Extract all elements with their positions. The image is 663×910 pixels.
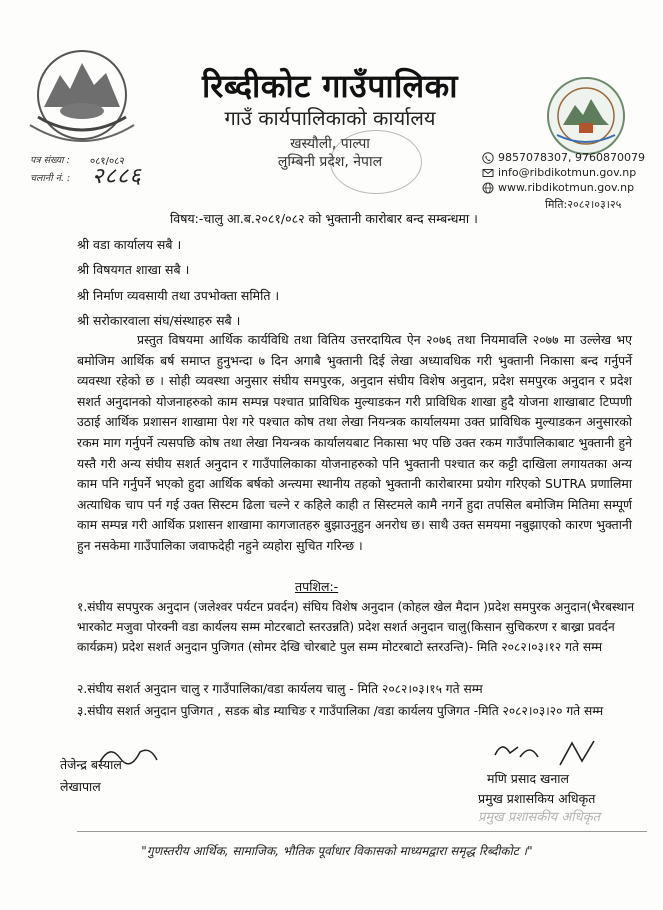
cao-name: मणि प्रसाद खनाल bbox=[487, 771, 570, 786]
footer-divider bbox=[77, 831, 647, 832]
recipient-line: श्री निर्माण व्यवसायी तथा उपभोक्ता समिति । bbox=[77, 288, 280, 303]
letter-body: प्रस्तुत विषयमा आर्थिक कार्यविधि तथा वितिय उत्तरदायित्व ऐन २०७६ तथा नियमावलि २०७७ मा उल्लेख भए बमोजिम आर्थिक बर्ष समाप्त हुनुभन्दा ७ दिन अगाबै भुक्तानी दिई लेखा अध्यावधिक गरी भुक्तानी निकासा बन्द गर्नुपर्ने व्यवस्था रहेको छ । सोही व्यवस्था अनुसार संघीय समपुरक, अनुदान संघीय विशेष अनुदान, प्रदेश समपुरक अनुदान र प्रदेश सशर्त अनुदानको योजनाहरुको काम सम्पन्न पश्चात प्राविधिक मुल्याडकन गरी प्राविधिक शाखा हुदै योजना शाखाबाट टिप्पणी उठाई आर्थिक प्रशासन शाखामा पेश गरे पश्चात कोष तथा लेखा नियन्त्रक कार्यालयमा उक्त प्राविधिक मुल्याडकन अनुसारको रकम माग गर्नुपर्ने त्यसपछि कोष तथा लेखा नियन्त्रक कार्यालयबाट निकासा भए पछि उक्त रकम गाउँपालिकाबाट भुक्तानी हुने यस्तै गरी अन्य संघीय सशर्त अनुदान र गाउँपालिकाका योजनाहरुको पनि भुक्तानी पश्चात कर कट्टी दाखिला लगायतका अन्य काम पनि गर्नुपर्ने भएको हुदा आर्थिक बर्षको अन्त्यमा स्थानीय तहको भुक्तानी कारोबारमा प्रयोग गरिएको SUTRA प्रणालिमा अत्याधिक चाप पर्न गई उक्त सिस्टम ढिला चल्ने र कहिले काही त सिस्टमले कामै नगर्ने हुदा तपसिल बमोजिम मितिमा सम्पूर्ण काम सम्पन्न गरी आर्थिक प्रशासन शाखामा कागजातहरु बुझाउनुहुन अनरोध छ। साथै उक्त समयमा नबुझाएको कारण भुक्तानी हुन नसकेमा गाउँपालिका जवाफदेही नहुने व्यहोरा सुचित गरिन्छ । bbox=[77, 332, 632, 553]
dispatch-value: २८८६ bbox=[92, 164, 142, 189]
phone-icon bbox=[482, 152, 494, 164]
footer-motto: "गुणस्तरीय आर्थिक, सामाजिक, भौतिक पूर्वाधार विकासको माध्यमद्वारा समृद्ध रिब्दीकोट ।" bbox=[141, 844, 533, 858]
contact-phone bbox=[482, 151, 645, 164]
cao-signature bbox=[490, 735, 610, 771]
email-address: info@ribdikotmun.gov.np bbox=[498, 166, 637, 179]
ref-value: ०८१/०८२ bbox=[90, 156, 125, 167]
email-icon bbox=[482, 167, 494, 179]
office-subtitle: गाउँ कार्यपालिकाको कार्यालय bbox=[224, 106, 436, 130]
phone-number: 9857078307, 9760870079 bbox=[498, 151, 645, 164]
contact-website bbox=[482, 181, 634, 194]
dispatch-label: चलानी नं. : bbox=[30, 173, 71, 184]
letter-date: मिति:२०८२।०३।२५ bbox=[545, 198, 622, 211]
address-line-2: लुम्बिनी प्रदेश, नेपाल bbox=[277, 154, 383, 170]
ribdikot-municipality-logo-icon bbox=[545, 75, 627, 157]
cao-role: प्रमुख प्रशासकिय अधिकृत bbox=[478, 791, 596, 806]
globe-icon bbox=[482, 182, 494, 194]
accountant-role: लेखापाल bbox=[60, 779, 101, 794]
cao-stamp: प्रमुख प्रशासकीय अधिकृत bbox=[478, 810, 601, 825]
ref-label: पत्र संख्या : bbox=[30, 155, 70, 166]
address-line-1: खस्यौली, पाल्पा bbox=[290, 136, 370, 152]
details-item: २.संघीय सशर्त अनुदान चालु र गाउँपालिका/वडा कार्यलय चालु - मिति २०८२।०३।१५ गते सम्म bbox=[77, 682, 483, 696]
details-item: ३.संघीय सशर्त अनुदान पुजिगत , सडक बोड म्याचिङ र गाउँपालिका /वडा कार्यलय पुजिगत -मिति २०८२।०३।२० गते सम्म bbox=[77, 704, 604, 718]
accountant-name: तेजेन्द्र बस्याल bbox=[60, 757, 122, 772]
letter-subject: विषय:-चालु आ.ब.२०८१/०८२ को भुक्तानी कारोबार बन्द सम्बन्धमा । bbox=[170, 211, 478, 226]
recipient-line: श्री विषयगत शाखा सबै । bbox=[77, 262, 190, 277]
municipality-title: रिब्दीकोट गाउँपालिका bbox=[201, 67, 459, 105]
contact-email bbox=[482, 166, 636, 179]
office-stamp bbox=[330, 130, 422, 194]
website-url: www.ribdikotmun.gov.np bbox=[498, 181, 635, 194]
details-item: १.संघीय सपपुरक अनुदान (जलेश्वर पर्यटन प्रवर्दन) संघिय विशेष अनुदान (कोहल खेल मैदान )प्रदेश समपुरक अनुदान(भैरबस्थान भारकोट मजुवा पोरक्नी वडा कार्यलय सम्म मोटरबाटो स्तरउन्नति) प्रदेश सशर्त अनुदान चालु(किसान सुचिकरण र बाख्रा प्रवर्दन कार्यक्रम) प्रदेश सशर्त अनुदान पुजिगत (सोमर देखि चोरबाटे पुल सम्म मोटरबाटो स्तरउन्ति)- मिति २०८२।०३।१२ गते सम्म bbox=[77, 600, 635, 654]
recipient-line: श्री वडा कार्यालय सबै । bbox=[77, 237, 182, 252]
nepal-emblem-icon bbox=[20, 45, 144, 153]
details-title: तपशिल:- bbox=[295, 579, 339, 594]
recipient-line: श्री सरोकारवाला संघ/संस्थाहरु सबै । bbox=[77, 313, 241, 328]
